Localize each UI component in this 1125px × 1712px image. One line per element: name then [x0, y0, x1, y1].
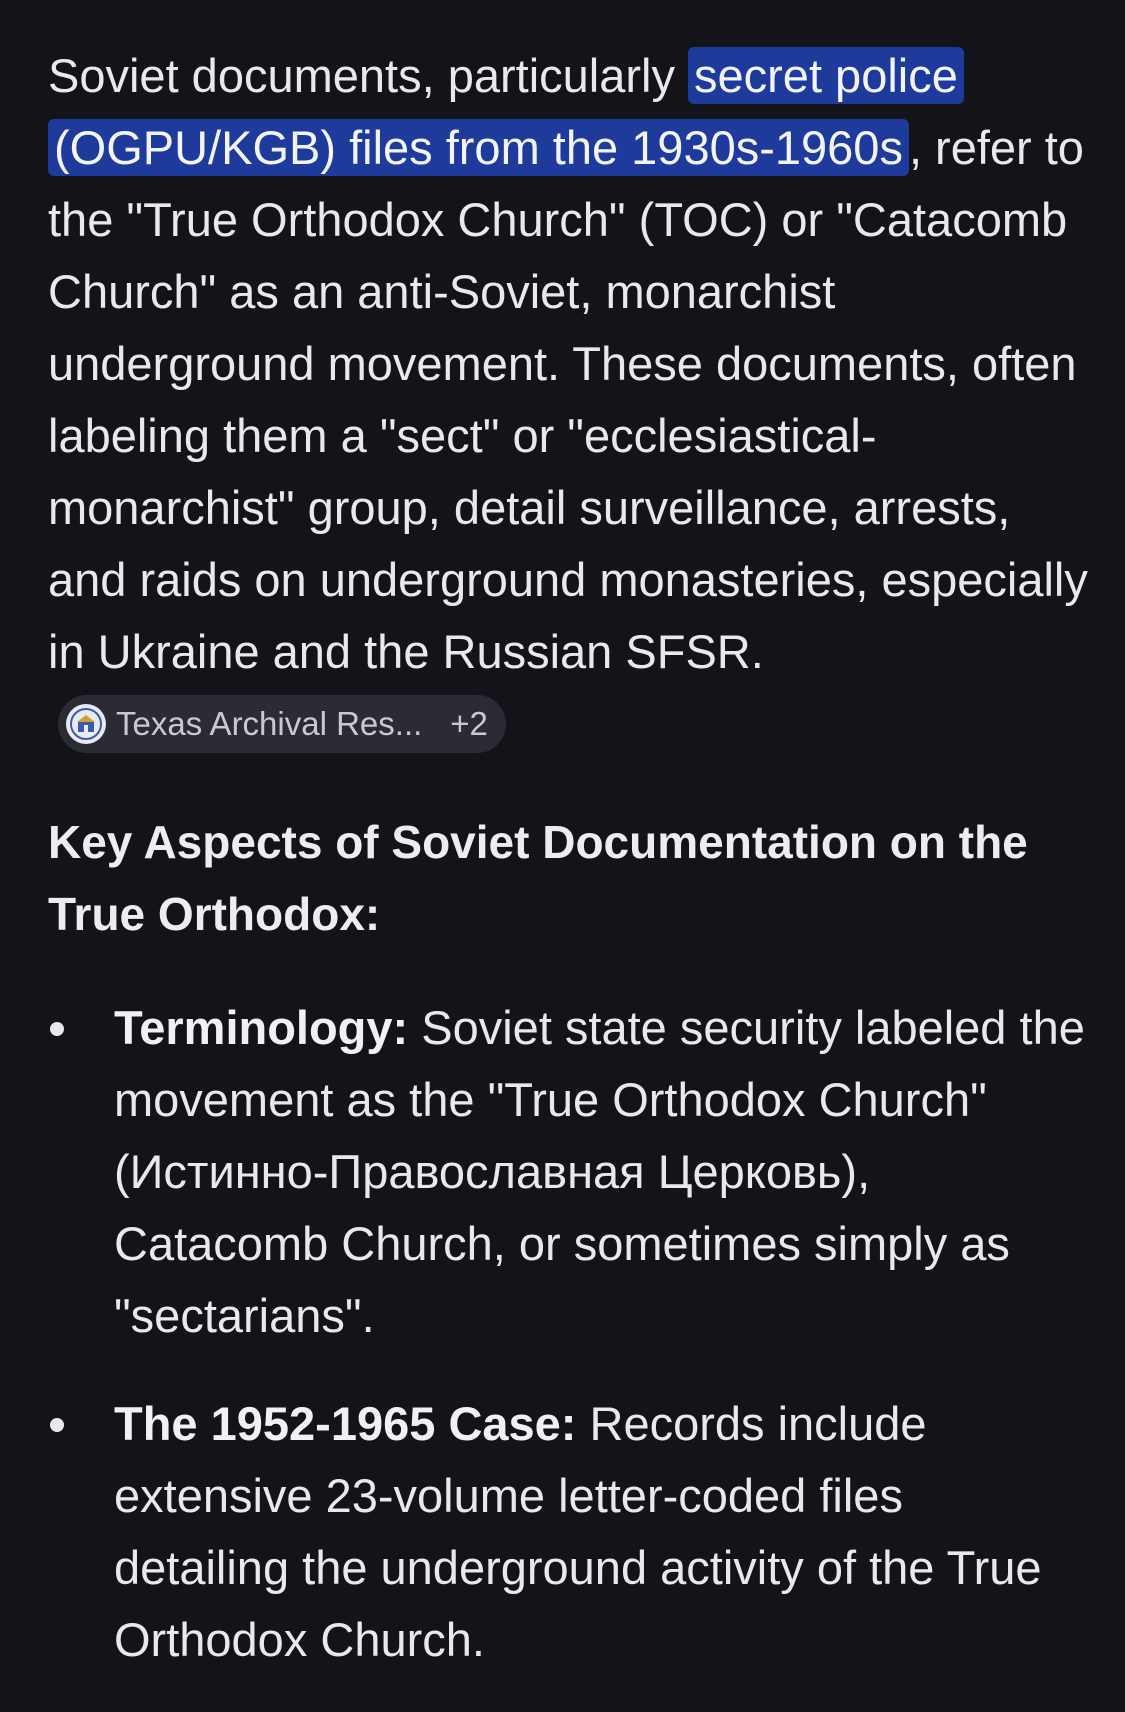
- list-item: [48, 992, 1088, 1352]
- answer-content: [48, 40, 1088, 1712]
- source-chip-label: Texas Archival Res...: [116, 704, 423, 742]
- archive-seal-icon: [66, 704, 106, 744]
- list-item: [48, 1388, 1088, 1676]
- bullet-icon: [50, 1418, 64, 1432]
- source-chip[interactable]: [58, 695, 506, 753]
- bullet-term: The 1952-1965 Case:: [114, 1397, 577, 1450]
- bullet-term: Terminology:: [114, 1001, 409, 1054]
- bullet-text: Records include extensive 23-volume letter-coded files detailing the underground activity of the True Orthodox Church.: [114, 1397, 1042, 1666]
- intro-text-before: Soviet documents, particularly: [48, 49, 689, 102]
- intro-text-after: , refer to the "True Orthodox Church" (TOC) or "Catacomb Church" as an anti-Soviet, monarchist underground movement. These documents, often labeling them a "sect" or "ecclesiastical-monarchist" group, detail surveillance, arrests, and raids on underground monasteries, especially in Ukraine and the Russian SFSR.: [48, 121, 1088, 678]
- bullet-text: Soviet state security labeled the movement as the "True Orthodox Church" (Истинно-Православная Церковь), Catacomb Church, or sometimes simply as "sectarians".: [114, 1001, 1085, 1342]
- source-chip-more-count: +2: [450, 704, 488, 742]
- section-heading: Key Aspects of Soviet Documentation on the True Orthodox:: [48, 816, 1028, 940]
- bullet-icon: [50, 1022, 64, 1036]
- intro-paragraph: [48, 40, 1088, 760]
- highlighted-text[interactable]: secret police (OGPU/KGB) files from the 1930s-1960s: [48, 47, 964, 176]
- key-aspects-list: [48, 992, 1088, 1676]
